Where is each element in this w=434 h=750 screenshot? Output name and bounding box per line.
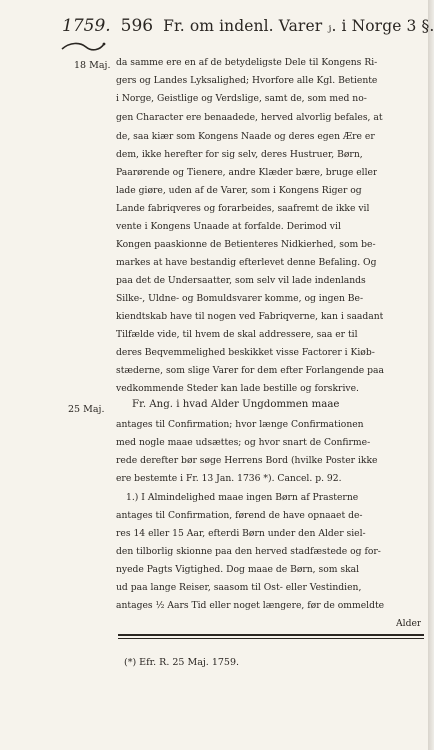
- text-line: lade giøre, uden af de Varer, som i Kongens Riger og: [116, 185, 362, 196]
- text-line: kiendtskab have til nogen ved Fabriqverne, kan i saadant: [116, 311, 384, 322]
- text-line: paa det de Undersaatter, som selv vil lade indenlands: [116, 275, 366, 286]
- text-line: ud paa lange Reiser, saasom til Ost- eller Vestindien,: [116, 582, 362, 593]
- text-line: rede derefter bør søge Herrens Bord (hvilke Poster ikke: [116, 455, 378, 466]
- text-line: antages til Confirmation, førend de have opnaaet de-: [116, 510, 363, 521]
- text-line: dem, ikke herefter for sig selv, deres Hustruer, Børn,: [116, 149, 363, 160]
- text-line: da samme ere en af de betydeligste Dele til Kongens Ri-: [116, 57, 378, 68]
- entry2-heading: Fr. Ang. i hvad Alder Ungdommen maae: [132, 399, 340, 410]
- text-line: antages til Confirmation; hvor længe Confirmationen: [116, 419, 364, 430]
- text-line: Kongen paaskionne de Betienteres Nidkierhed, som be-: [116, 239, 376, 250]
- header-running-title: Fr. om indenl. Varer ⱼ. i Norge 3 §.: [163, 17, 434, 35]
- footnote-rule: [118, 634, 424, 636]
- text-line: 1.) I Almindelighed maae ingen Børn af Prasterne: [126, 492, 359, 503]
- text-line: i Norge, Geistlige og Verdslige, samt de, som med no-: [116, 93, 367, 104]
- text-line: nyede Pagts Vigtighed. Dog maae de Børn, som skal: [116, 564, 360, 575]
- header-page-number: 596: [120, 16, 154, 36]
- text-line: res 14 eller 15 Aar, efterdi Børn under den Alder siel-: [116, 528, 366, 539]
- text-line: vente i Kongens Unaade at forfalde. Derimod vil: [116, 221, 341, 232]
- text-line: gers og Landes Lyksalighed; Hvorfore alle Kgl. Betiente: [116, 75, 378, 86]
- page-header: [62, 16, 434, 40]
- text-line: stæderne, som slige Varer for dem efter Forlangende paa: [116, 365, 384, 376]
- text-line: den tilborlig skionne paa den herved stadfæstede og for-: [116, 546, 381, 557]
- text-line: antages ½ Aars Tid eller noget længere, før de ommeldte: [116, 600, 385, 611]
- text-line: deres Beqvemmelighed beskikket visse Factorer i Kiøb-: [116, 347, 375, 358]
- footnote-rule-thin: [118, 638, 424, 639]
- catchword: Alder: [396, 618, 422, 629]
- header-year: 1759.: [62, 16, 111, 36]
- text-line: de, saa kiær som Kongens Naade og deres egen Ære er: [116, 131, 375, 142]
- text-line: Paarørende og Tienere, andre Klæder bære, bruge eller: [116, 167, 378, 178]
- text-line: Tilfælde vide, til hvem de skal addressere, saa er til: [116, 329, 358, 340]
- text-line: markes at have bestandig efterlevet denne Befaling. Og: [116, 257, 377, 268]
- text-line: Lande fabriqveres og forarbeides, saafremt de ikke vil: [116, 203, 370, 214]
- text-line: Silke-, Uldne- og Bomuldsvarer komme, og ingen Be-: [116, 293, 364, 304]
- text-line: med nogle maae udsættes; og hvor snart de Confirme-: [116, 437, 371, 448]
- entry2-date: 25 Maj.: [68, 404, 105, 415]
- text-line: vedkommende Steder kan lade bestille og forskrive.: [116, 383, 359, 394]
- text-line: ere bestemte i Fr. 13 Jan. 1736 *). Cancel. p. 92.: [116, 473, 342, 484]
- entry1-date: 18 Maj.: [74, 60, 111, 71]
- footnote: (*) Efr. R. 25 Maj. 1759.: [124, 657, 240, 668]
- page-edge: [428, 0, 434, 750]
- flourish-ornament: [60, 40, 106, 52]
- text-line: gen Character ere benaadede, herved alvorlig befales, at: [116, 112, 383, 123]
